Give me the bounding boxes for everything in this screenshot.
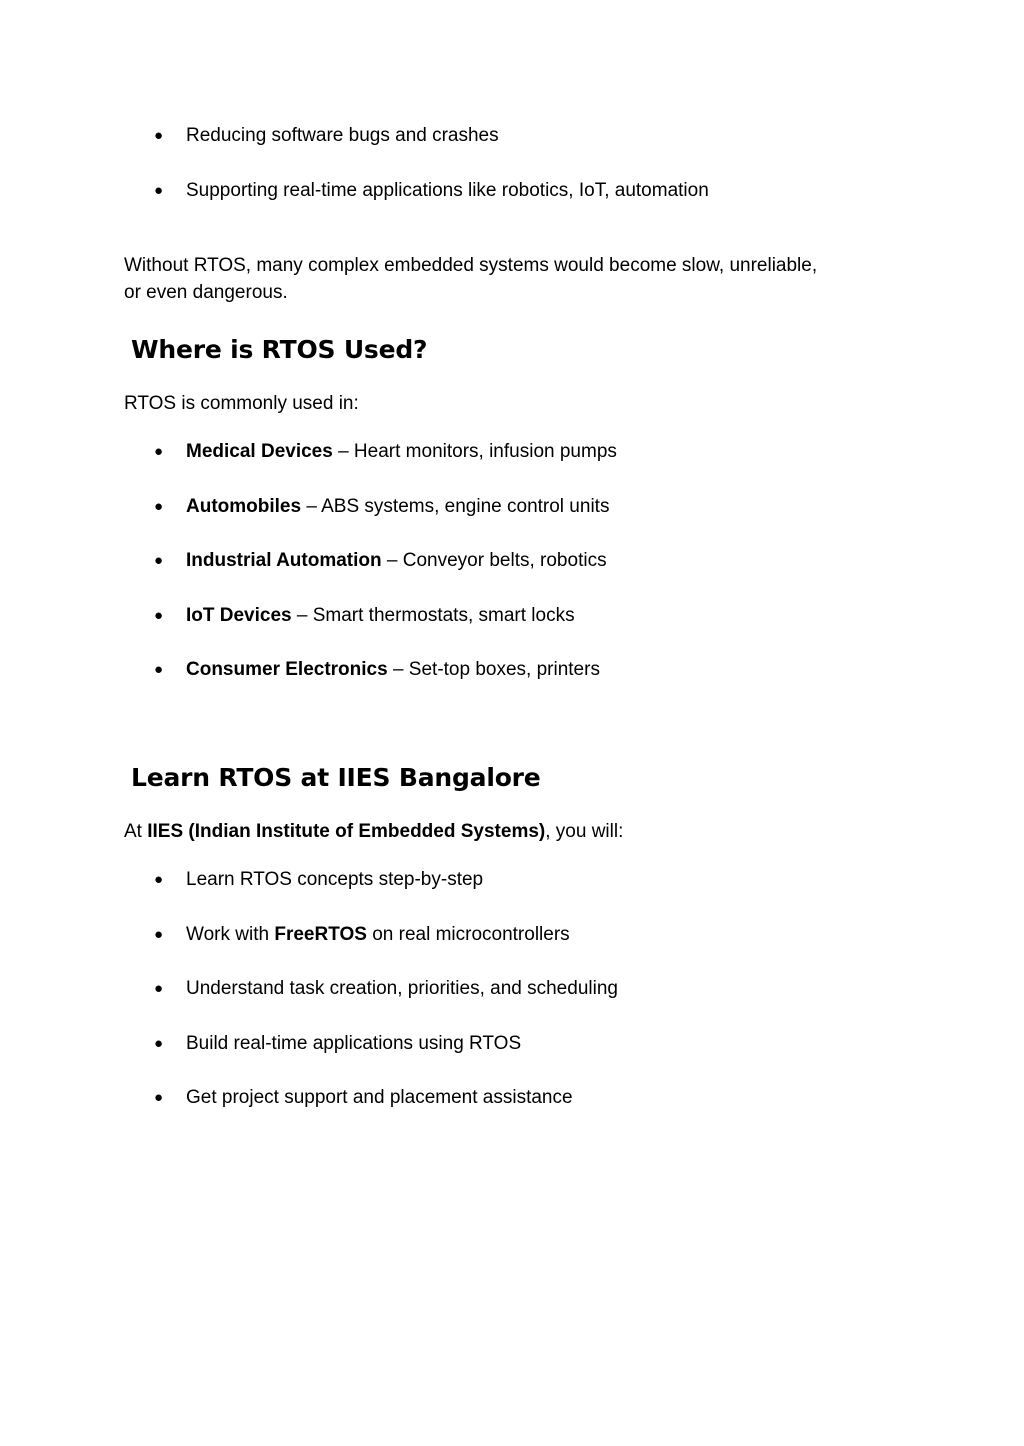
list-item-text-part: Learn RTOS concepts step-by-step [186, 869, 484, 890]
intro-institute-name: IIES (Indian Institute of Embedded Systems) [147, 821, 546, 842]
paragraph-line: or even dangerous. [124, 282, 288, 303]
bullet-icon: ● [154, 182, 164, 199]
list-item-text [186, 547, 607, 574]
bullet-icon: ● [154, 127, 164, 144]
list-item-term: Industrial Automation [186, 550, 382, 571]
list-item-text [186, 975, 618, 1002]
intro-suffix: , you will: [545, 821, 624, 842]
bullet-icon: ● [154, 871, 164, 888]
bullet-icon: ● [154, 443, 164, 460]
list-item-text: Reducing software bugs and crashes [186, 125, 499, 146]
list-item-text-part: Build real-time applications using RTOS [186, 1033, 522, 1054]
section-heading: Learn RTOS at IIES Bangalore [131, 763, 541, 792]
bullet-icon: ● [154, 1089, 164, 1106]
list-item-term: Automobiles [186, 496, 302, 517]
list-item-description: – Heart monitors, infusion pumps [332, 441, 617, 462]
bullet-icon: ● [154, 607, 164, 624]
section-intro [124, 818, 623, 845]
list-item-text-part: Work with [186, 924, 275, 945]
list-item-text [186, 493, 609, 520]
list-item-description: – ABS systems, engine control units [301, 496, 610, 517]
list-item-bold-part: FreeRTOS [274, 924, 367, 945]
list-item-text [186, 656, 600, 683]
list-item-description: – Conveyor belts, robotics [381, 550, 607, 571]
list-item-term: Consumer Electronics [186, 659, 388, 680]
list-item-text [186, 866, 483, 893]
bullet-icon: ● [154, 498, 164, 515]
list-item-text [186, 921, 570, 948]
bullet-icon: ● [154, 926, 164, 943]
bullet-icon: ● [154, 980, 164, 997]
bullet-icon: ● [154, 661, 164, 678]
bullet-icon: ● [154, 552, 164, 569]
section-heading: Where is RTOS Used? [131, 335, 428, 364]
list-item-term: Medical Devices [186, 441, 333, 462]
section-intro: RTOS is commonly used in: [124, 393, 359, 414]
intro-prefix: At [124, 821, 148, 842]
list-item-text-part: Understand task creation, priorities, and scheduling [186, 978, 618, 999]
list-item-text [186, 1084, 573, 1111]
list-item-text [186, 602, 575, 629]
paragraph-line: Without RTOS, many complex embedded systems would become slow, unreliable, [124, 255, 818, 276]
list-item-text [186, 1030, 521, 1057]
list-item-term: IoT Devices [186, 605, 292, 626]
list-item-text [186, 438, 617, 465]
list-item-description: – Smart thermostats, smart locks [291, 605, 575, 626]
list-item-text: Supporting real-time applications like robotics, IoT, automation [186, 180, 709, 201]
list-item-text-part: on real microcontrollers [366, 924, 570, 945]
bullet-icon: ● [154, 1035, 164, 1052]
list-item-text-part: Get project support and placement assistance [186, 1087, 573, 1108]
list-item-description: – Set-top boxes, printers [387, 659, 600, 680]
